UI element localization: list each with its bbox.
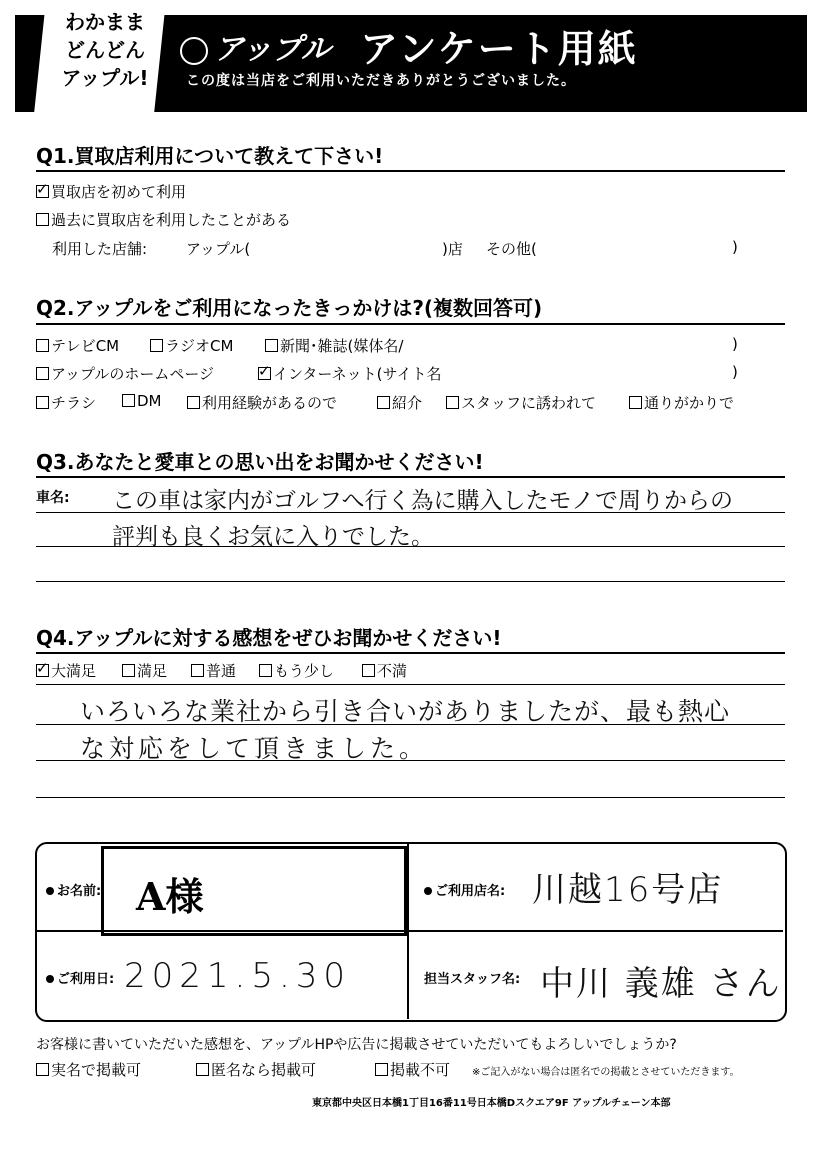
q4-option-normal[interactable] <box>191 660 236 681</box>
checkbox[interactable] <box>265 339 278 352</box>
store-value: 川越16号店 <box>532 870 724 910</box>
checkbox[interactable] <box>187 396 200 409</box>
date-label-text: ご利用日: <box>57 972 115 987</box>
q4-option-little-more[interactable] <box>259 660 334 681</box>
apple-logo <box>180 24 331 68</box>
option-label: 満足 <box>137 662 168 680</box>
q2-option-newspaper[interactable] <box>265 335 403 356</box>
option-label: 実名で掲載可 <box>51 1061 142 1079</box>
option-label: 大満足 <box>51 662 97 680</box>
q2-option-intro[interactable] <box>377 392 422 413</box>
q3-line3 <box>36 581 785 582</box>
option-label: チラシ <box>51 394 97 412</box>
q4-line1 <box>36 724 785 725</box>
publish-option-real-name[interactable] <box>36 1059 141 1080</box>
checkbox[interactable] <box>122 664 135 677</box>
option-label: DM <box>137 392 162 410</box>
q2-option-homepage[interactable] <box>36 363 214 384</box>
option-label: ラジオCM <box>165 337 234 355</box>
logo-text: アップル <box>214 32 331 67</box>
used-store-label: 利用した店舗: <box>52 240 148 258</box>
bullet-icon <box>46 975 54 983</box>
q4-title: Q4.アップルに対する感想をぜひお聞かせください! <box>36 626 502 650</box>
checkbox[interactable] <box>36 339 49 352</box>
date-value: 2021.5.30 <box>124 956 352 996</box>
q2-option-dm[interactable] <box>122 392 162 410</box>
q2-option-experience[interactable] <box>187 392 337 413</box>
newspaper-close: ) <box>732 335 738 353</box>
internet-close: ) <box>732 363 738 381</box>
publish-note: ※ご記入がない場合は匿名での掲載とさせていただきます。 <box>472 1067 740 1078</box>
option-label: もう少し <box>274 662 335 680</box>
q1-option-label: 買取店を初めて利用 <box>51 183 187 201</box>
q3-answer-line1: この車は家内がゴルフへ行く為に購入したモノで周りからの <box>112 488 733 514</box>
q4-line2 <box>36 760 785 761</box>
option-label: 紹介 <box>392 394 423 412</box>
checkbox-checked[interactable] <box>36 664 49 677</box>
option-label: スタッフに誘われて <box>461 394 597 412</box>
bullet-icon <box>424 887 432 895</box>
option-label: 利用経験があるので <box>202 394 338 412</box>
checkbox-checked[interactable] <box>36 185 49 198</box>
q4-rule <box>36 652 785 654</box>
form-subtitle: この度は当店をご利用いただきありがとうございました。 <box>186 73 576 89</box>
q2-option-internet[interactable] <box>258 363 441 384</box>
option-label: 不満 <box>377 662 408 680</box>
other-open: その他( <box>486 240 537 258</box>
checkbox[interactable] <box>446 396 459 409</box>
checkbox[interactable] <box>122 394 135 407</box>
option-label: インターネット(サイト名 <box>273 365 442 383</box>
checkbox[interactable] <box>191 664 204 677</box>
q4-line0 <box>36 684 785 685</box>
q3-answer-line2: 評判も良くお気に入りでした。 <box>112 524 434 550</box>
checkbox[interactable] <box>259 664 272 677</box>
checkbox[interactable] <box>150 339 163 352</box>
q3-title: Q3.あなたと愛車との思い出をお聞かせください! <box>36 450 484 474</box>
option-label: 匿名なら掲載可 <box>211 1061 317 1079</box>
q3-line2 <box>36 546 785 547</box>
apple-logo-icon <box>180 37 208 65</box>
option-label: アップルのホームページ <box>51 365 215 383</box>
q4-line3 <box>36 797 785 798</box>
q1-option-used-before[interactable] <box>36 209 291 230</box>
q2-option-radio[interactable] <box>150 335 233 356</box>
q4-option-satisfied[interactable] <box>122 660 167 681</box>
checkbox-checked[interactable] <box>258 367 271 380</box>
staff-value: 中川 義雄 さん <box>540 964 782 1004</box>
q4-option-dissatisfied[interactable] <box>362 660 407 681</box>
publish-option-anonymous[interactable] <box>196 1059 316 1080</box>
name-label-text: お名前: <box>57 884 102 899</box>
checkbox[interactable] <box>629 396 642 409</box>
car-name-label: 車名: <box>36 490 70 506</box>
apple-store-open: アップル( <box>186 240 251 258</box>
q1-rule <box>36 170 785 172</box>
q1-title: Q1.買取店利用について教えて下さい! <box>36 144 384 168</box>
checkbox[interactable] <box>375 1063 388 1076</box>
option-label: 掲載不可 <box>390 1061 451 1079</box>
store-label-text: ご利用店名: <box>435 884 506 899</box>
q2-title: Q2.アップルをご利用になったきっかけは?(複数回答可) <box>36 296 543 320</box>
checkbox[interactable] <box>362 664 375 677</box>
q1-option-label: 過去に買取店を利用したことがある <box>51 211 292 229</box>
hq-address: 東京都中央区日本橋1丁目16番11号日本橋Dスクエア9F アップルチェーン本部 <box>312 1098 671 1109</box>
q2-option-passing[interactable] <box>629 392 734 413</box>
store-label <box>424 880 505 899</box>
q4-answer-line1: いろいろな業社から引き合いがありましたが、最も熱心 <box>80 697 731 726</box>
q2-option-staff[interactable] <box>446 392 596 413</box>
publish-option-not-allowed[interactable] <box>375 1059 450 1080</box>
option-label: テレビCM <box>51 337 120 355</box>
name-value: A様 <box>136 874 204 919</box>
checkbox[interactable] <box>36 396 49 409</box>
q3-line1 <box>36 512 785 513</box>
q3-rule <box>36 476 785 478</box>
checkbox[interactable] <box>36 213 49 226</box>
option-label: 通りがかりで <box>644 394 735 412</box>
checkbox[interactable] <box>377 396 390 409</box>
checkbox[interactable] <box>36 1063 49 1076</box>
q1-option-first-time[interactable] <box>36 181 186 202</box>
store-close: )店 <box>442 240 463 258</box>
date-label <box>46 968 114 987</box>
q4-answer-line2: な対応をして頂きました。 <box>80 734 429 763</box>
publish-question: お客様に書いていただいた感想を、アップルHPや広告に掲載させていただいてもよろしいでしょうか? <box>36 1037 677 1053</box>
checkbox[interactable] <box>196 1063 209 1076</box>
bullet-icon <box>46 887 54 895</box>
q4-option-very-satisfied[interactable] <box>36 660 96 681</box>
form-title: アンケート用紙 <box>360 27 638 71</box>
q2-rule <box>36 323 785 325</box>
slogan-text: わかまま どんどん アップル! <box>61 10 149 90</box>
option-label: 普通 <box>206 662 237 680</box>
staff-label: 担当スタッフ名: <box>424 972 521 987</box>
option-label: 新聞･雑誌(媒体名/ <box>280 337 404 355</box>
name-label <box>46 880 101 899</box>
checkbox[interactable] <box>36 367 49 380</box>
q2-option-tv[interactable] <box>36 335 119 356</box>
q2-option-flyer[interactable] <box>36 392 96 413</box>
other-close: ) <box>732 238 738 256</box>
